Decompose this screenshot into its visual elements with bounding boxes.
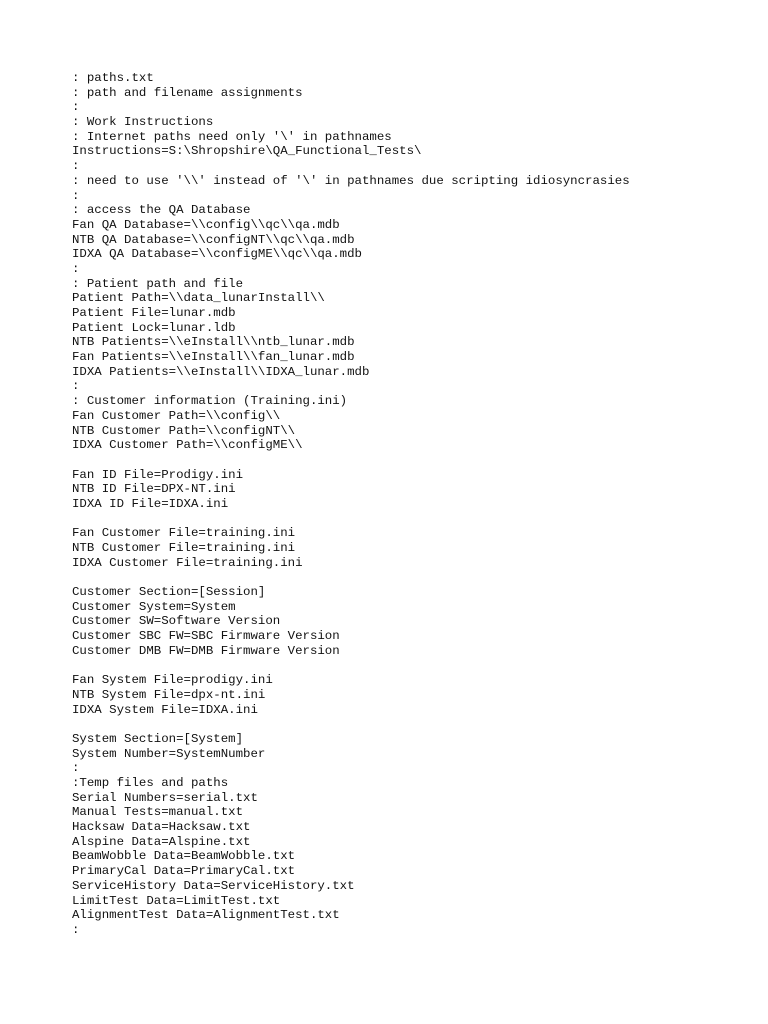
document-line: LimitTest Data=LimitTest.txt bbox=[72, 893, 281, 908]
document-line: Instructions=S:\Shropshire\QA_Functional_Tests\ bbox=[72, 144, 422, 159]
document-line: : Customer information (Training.ini) bbox=[72, 394, 348, 409]
document-line: Customer SW=Software Version bbox=[72, 614, 281, 629]
document-line: NTB ID File=DPX-NT.ini bbox=[72, 482, 236, 497]
document-line: IDXA System File=IDXA.ini bbox=[72, 702, 258, 717]
document-line: NTB Customer File=training.ini bbox=[72, 541, 296, 555]
document-line: Customer DMB FW=DMB Firmware Version bbox=[72, 643, 340, 658]
document-line: : path and filename assignments bbox=[72, 85, 303, 100]
document-line: Patient Path=\\data_lunarInstall\\ bbox=[72, 291, 325, 306]
document-line: ServiceHistory Data=ServiceHistory.txt bbox=[72, 878, 355, 893]
document-line: Fan Customer Path=\\config\\ bbox=[72, 408, 281, 423]
document-line: NTB Patients=\\eInstall\\ntb_lunar.mdb bbox=[72, 335, 355, 350]
document-line: Alspine Data=Alspine.txt bbox=[72, 834, 251, 849]
document-line: Manual Tests=manual.txt bbox=[72, 805, 244, 820]
document-line: NTB QA Database=\\configNT\\qc\\qa.mdb bbox=[72, 232, 355, 247]
document-line: Patient Lock=lunar.ldb bbox=[72, 320, 236, 335]
document-line: : Patient path and file bbox=[72, 276, 244, 291]
document-line: IDXA QA Database=\\configME\\qc\\qa.mdb bbox=[72, 247, 362, 262]
document-line: IDXA Patients=\\eInstall\\IDXA_lunar.mdb bbox=[72, 364, 370, 379]
document-line: Fan System File=prodigy.ini bbox=[72, 673, 273, 688]
document-line: Fan ID File=Prodigy.ini bbox=[72, 467, 244, 482]
document-line: NTB System File=dpx-nt.ini bbox=[72, 687, 266, 702]
document-line: IDXA Customer File=training.ini bbox=[72, 555, 303, 570]
document-line: Hacksaw Data=Hacksaw.txt bbox=[72, 820, 251, 835]
text-document bbox=[72, 71, 630, 938]
document-line bbox=[72, 570, 630, 585]
document-line: : bbox=[72, 159, 80, 174]
document-line: System Section=[System] bbox=[72, 731, 244, 746]
document-line: : bbox=[72, 261, 80, 276]
document-line: : paths.txt bbox=[72, 71, 154, 85]
document-line: AlignmentTest Data=AlignmentTest.txt bbox=[72, 908, 340, 923]
document-line: Customer System=System bbox=[72, 599, 236, 614]
document-line: : bbox=[72, 379, 80, 394]
document-line: : bbox=[72, 188, 80, 203]
document-line: Fan Patients=\\eInstall\\fan_lunar.mdb bbox=[72, 350, 355, 365]
document-line bbox=[72, 512, 630, 527]
document-line: Fan QA Database=\\config\\qc\\qa.mdb bbox=[72, 217, 340, 232]
document-line: Fan Customer File=training.ini bbox=[72, 526, 296, 541]
document-line: : access the QA Database bbox=[72, 203, 251, 218]
document-line: PrimaryCal Data=PrimaryCal.txt bbox=[72, 864, 296, 879]
document-line bbox=[72, 717, 630, 732]
document-line: System Number=SystemNumber bbox=[72, 746, 266, 761]
document-line: : bbox=[72, 761, 80, 776]
document-line: IDXA ID File=IDXA.ini bbox=[72, 496, 229, 511]
document-line bbox=[72, 453, 630, 468]
document-line: IDXA Customer Path=\\configME\\ bbox=[72, 438, 303, 453]
document-line: : bbox=[72, 922, 80, 937]
document-line: : need to use '\\' instead of '\' in pathnames due scripting idiosyncrasies bbox=[72, 173, 630, 188]
document-line: : Work Instructions bbox=[72, 115, 214, 130]
document-line: : bbox=[72, 100, 80, 115]
document-line: Customer Section=[Session] bbox=[72, 585, 266, 600]
document-line: : Internet paths need only '\' in pathnames bbox=[72, 129, 392, 144]
document-line: Patient File=lunar.mdb bbox=[72, 306, 236, 320]
document-line: Customer SBC FW=SBC Firmware Version bbox=[72, 629, 340, 644]
document-line: NTB Customer Path=\\configNT\\ bbox=[72, 423, 296, 438]
document-line: :Temp files and paths bbox=[72, 776, 229, 790]
document-line: BeamWobble Data=BeamWobble.txt bbox=[72, 849, 296, 864]
document-line: Serial Numbers=serial.txt bbox=[72, 790, 258, 805]
document-line bbox=[72, 659, 630, 674]
